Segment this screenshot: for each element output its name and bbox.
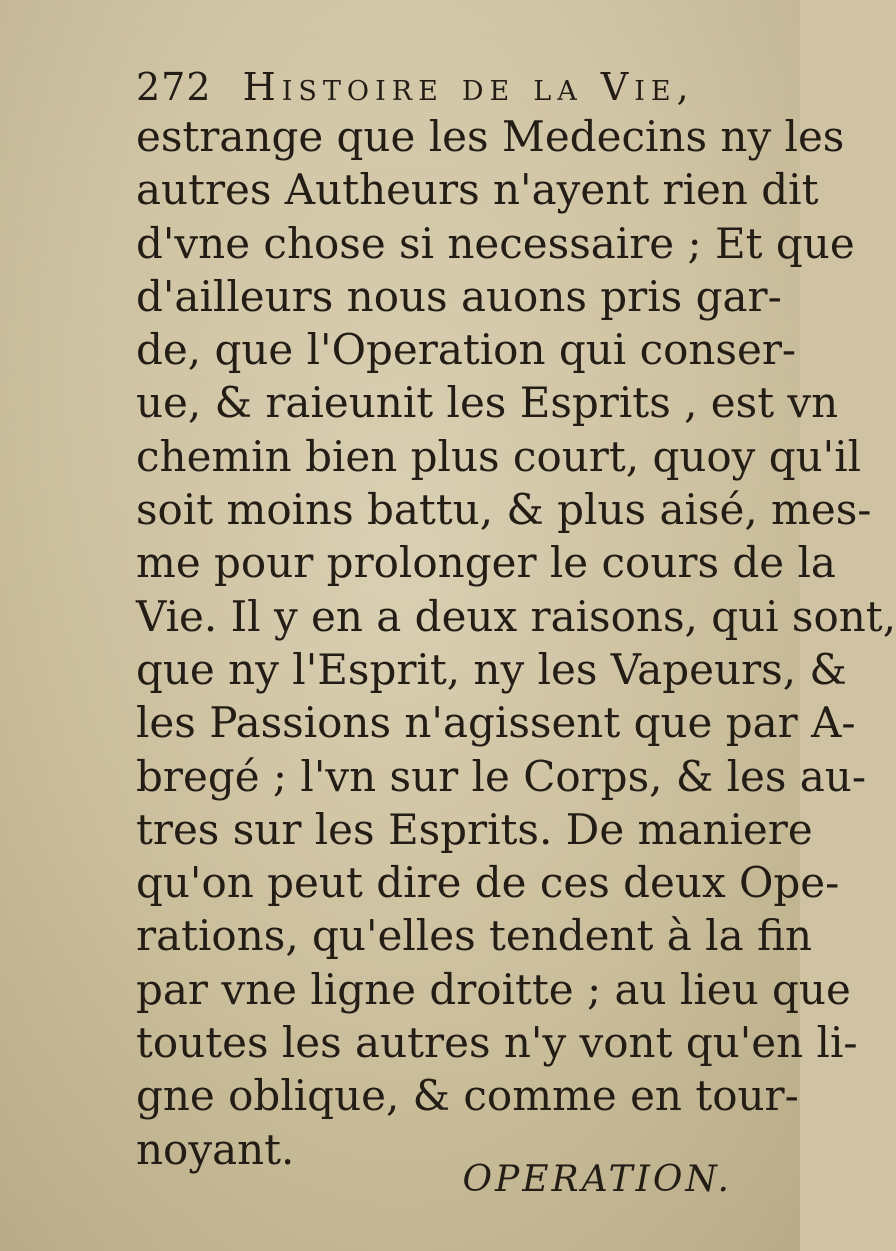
- body-line: de, que l'Operation qui conser-: [136, 325, 797, 375]
- body-line: soit moins battu, & plus aisé, mes-: [136, 485, 872, 535]
- body-line: gne oblique, & comme en tour-: [136, 1071, 799, 1121]
- body-line: d'vne chose si necessaire ; Et que: [136, 218, 855, 268]
- body-line: ue, & raieunit les Esprits , est vn: [136, 378, 839, 428]
- catchword: OPERATION.: [462, 1159, 732, 1200]
- body-line: par vne ligne droitte ; au lieu que: [136, 964, 851, 1014]
- body-line: autres Autheurs n'ayent rien dit: [136, 165, 819, 215]
- body-line: toutes les autres n'y vont qu'en li-: [136, 1018, 858, 1068]
- body-line: Vie. Il y en a deux raisons, qui sont,: [136, 591, 896, 641]
- running-head-title: Histoire de la Vie,: [242, 65, 695, 109]
- body-line: chemin bien plus court, quoy qu'il: [136, 431, 862, 481]
- body-line: estrange que les Medecins ny les: [136, 112, 845, 161]
- body-line: que ny l'Esprit, ny les Vapeurs, &: [136, 644, 847, 694]
- body-line: me pour prolonger le cours de la: [136, 538, 836, 588]
- page-number: 272: [136, 65, 212, 109]
- running-head: [136, 62, 736, 112]
- body-line: les Passions n'agissent que par A-: [136, 698, 856, 748]
- body-line: tres sur les Esprits. De maniere: [136, 804, 813, 854]
- body-line: d'ailleurs nous auons pris gar-: [136, 271, 782, 321]
- body-line: bregé ; l'vn sur le Corps, & les au-: [136, 751, 867, 801]
- body-line: qu'on peut dire de ces deux Ope-: [136, 858, 840, 908]
- body-text: [136, 110, 896, 1176]
- body-line: noyant.: [136, 1124, 295, 1174]
- body-line: rations, qu'elles tendent à la fin: [136, 911, 813, 961]
